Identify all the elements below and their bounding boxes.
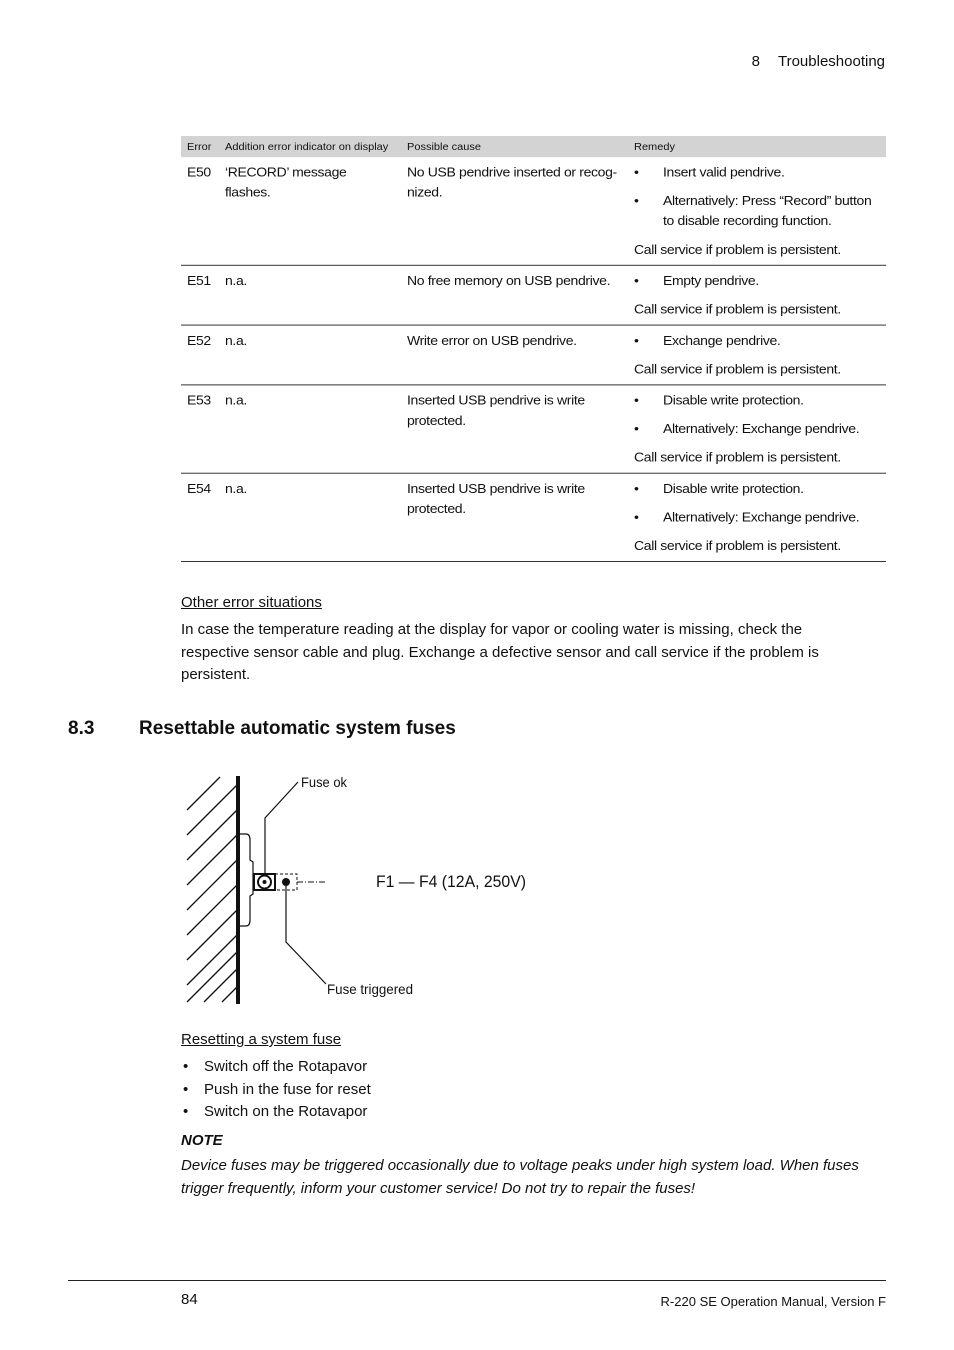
table-row	[181, 473, 886, 561]
error-code-cell: E51	[181, 265, 219, 325]
remedy-cell	[628, 325, 886, 385]
note-heading: NOTE	[181, 1132, 223, 1149]
label-fuse-ok: Fuse ok	[301, 774, 348, 790]
table-row	[181, 157, 886, 265]
remedy-cell	[628, 265, 886, 325]
fuse-housing	[240, 834, 253, 926]
remedy-item: • Disable write protection.	[634, 390, 880, 410]
chapter-title: Troubleshooting	[777, 53, 885, 70]
other-errors-heading: Other error situations	[181, 594, 322, 611]
indicator-cell: ‘RECORD’ message flashes.	[219, 157, 401, 265]
fuse-diagram	[180, 770, 540, 1010]
error-code-cell: E53	[181, 385, 219, 473]
label-fuse-spec: F1 — F4 (12A, 250V)	[376, 872, 526, 891]
remedy-item: • Disable write protection.	[634, 478, 880, 498]
running-header	[0, 53, 885, 70]
column-header-indicator: Addition error indicator on display	[219, 136, 401, 157]
table-header-row	[181, 136, 886, 157]
table-body	[181, 157, 886, 561]
remedy-cell	[628, 473, 886, 561]
cause-cell: Inserted USB pendrive is write protected.	[401, 473, 628, 561]
column-header-error: Error	[181, 136, 219, 157]
fuse-button-ok-center	[263, 880, 267, 884]
cause-cell: Write error on USB pendrive.	[401, 325, 628, 385]
panel-wall	[236, 776, 240, 1004]
manual-title: R-220 SE Operation Manual, Version F	[660, 1294, 886, 1309]
indicator-cell: n.a.	[219, 325, 401, 385]
table-row	[181, 265, 886, 325]
page-number: 84	[181, 1291, 198, 1308]
leader-fuse-ok	[265, 782, 298, 876]
indicator-cell: n.a.	[219, 473, 401, 561]
fuse-button-triggered	[282, 878, 290, 886]
reset-step: • Switch on the Rotavapor	[181, 1101, 371, 1124]
remedy-item: • Alternatively: Exchange pendrive.	[634, 418, 880, 438]
remedy-list	[634, 390, 880, 439]
table-row	[181, 385, 886, 473]
reset-step: • Switch off the Rotapavor	[181, 1056, 371, 1079]
remedy-item: • Alternatively: Exchange pendrive.	[634, 507, 880, 527]
remedy-list	[634, 478, 880, 527]
error-table	[181, 136, 886, 562]
error-code-cell: E52	[181, 325, 219, 385]
remedy-list	[634, 330, 880, 350]
other-errors-text: In case the temperature reading at the display for vapor or cooling water is missing, check the respective sensor cable and plug. Exchange a defective sensor and call service if the problem is persistent.	[181, 621, 819, 683]
remedy-item: • Empty pendrive.	[634, 270, 880, 290]
error-code-cell: E50	[181, 157, 219, 265]
table-row	[181, 325, 886, 385]
resetting-heading: Resetting a system fuse	[181, 1031, 342, 1048]
column-header-remedy: Remedy	[628, 136, 886, 157]
note-text: Device fuses may be triggered occasionally due to voltage peaks under high system load. When fuses trigger frequently, inform your customer service! Do not try to repair the fuses!	[181, 1157, 859, 1197]
cause-cell: No free memory on USB pendrive.	[401, 265, 628, 325]
indicator-cell: n.a.	[219, 265, 401, 325]
reset-steps-list	[181, 1056, 371, 1124]
indicator-cell: n.a.	[219, 385, 401, 473]
remedy-item: • Exchange pendrive.	[634, 330, 880, 350]
section-number: 8.3	[68, 718, 95, 739]
cause-cell: Inserted USB pendrive is write protected.	[401, 385, 628, 473]
remedy-item: • Insert valid pendrive.	[634, 162, 880, 182]
label-fuse-triggered: Fuse triggered	[327, 981, 413, 997]
service-note: Call service if problem is persistent.	[634, 361, 841, 377]
service-note: Call service if problem is persistent.	[634, 449, 841, 465]
service-note: Call service if problem is persistent.	[634, 538, 841, 553]
service-note: Call service if problem is persistent.	[634, 301, 841, 317]
remedy-list	[634, 270, 880, 290]
remedy-cell	[628, 385, 886, 473]
error-code-cell: E54	[181, 473, 219, 561]
section-title: Resettable automatic system fuses	[139, 718, 456, 739]
footer-rule	[68, 1280, 886, 1281]
reset-step: • Push in the fuse for reset	[181, 1079, 371, 1102]
cause-cell: No USB pendrive inserted or recog- nized.	[401, 157, 628, 265]
remedy-cell	[628, 157, 886, 265]
chapter-number: 8	[751, 53, 760, 70]
remedy-list	[634, 162, 880, 231]
column-header-cause: Possible cause	[401, 136, 628, 157]
wall-hatching	[187, 777, 238, 1002]
leader-fuse-triggered	[286, 886, 326, 984]
service-note: Call service if problem is persistent.	[634, 241, 841, 257]
remedy-item: • Alternatively: Press “Record” button to disable recording function.	[634, 190, 880, 230]
